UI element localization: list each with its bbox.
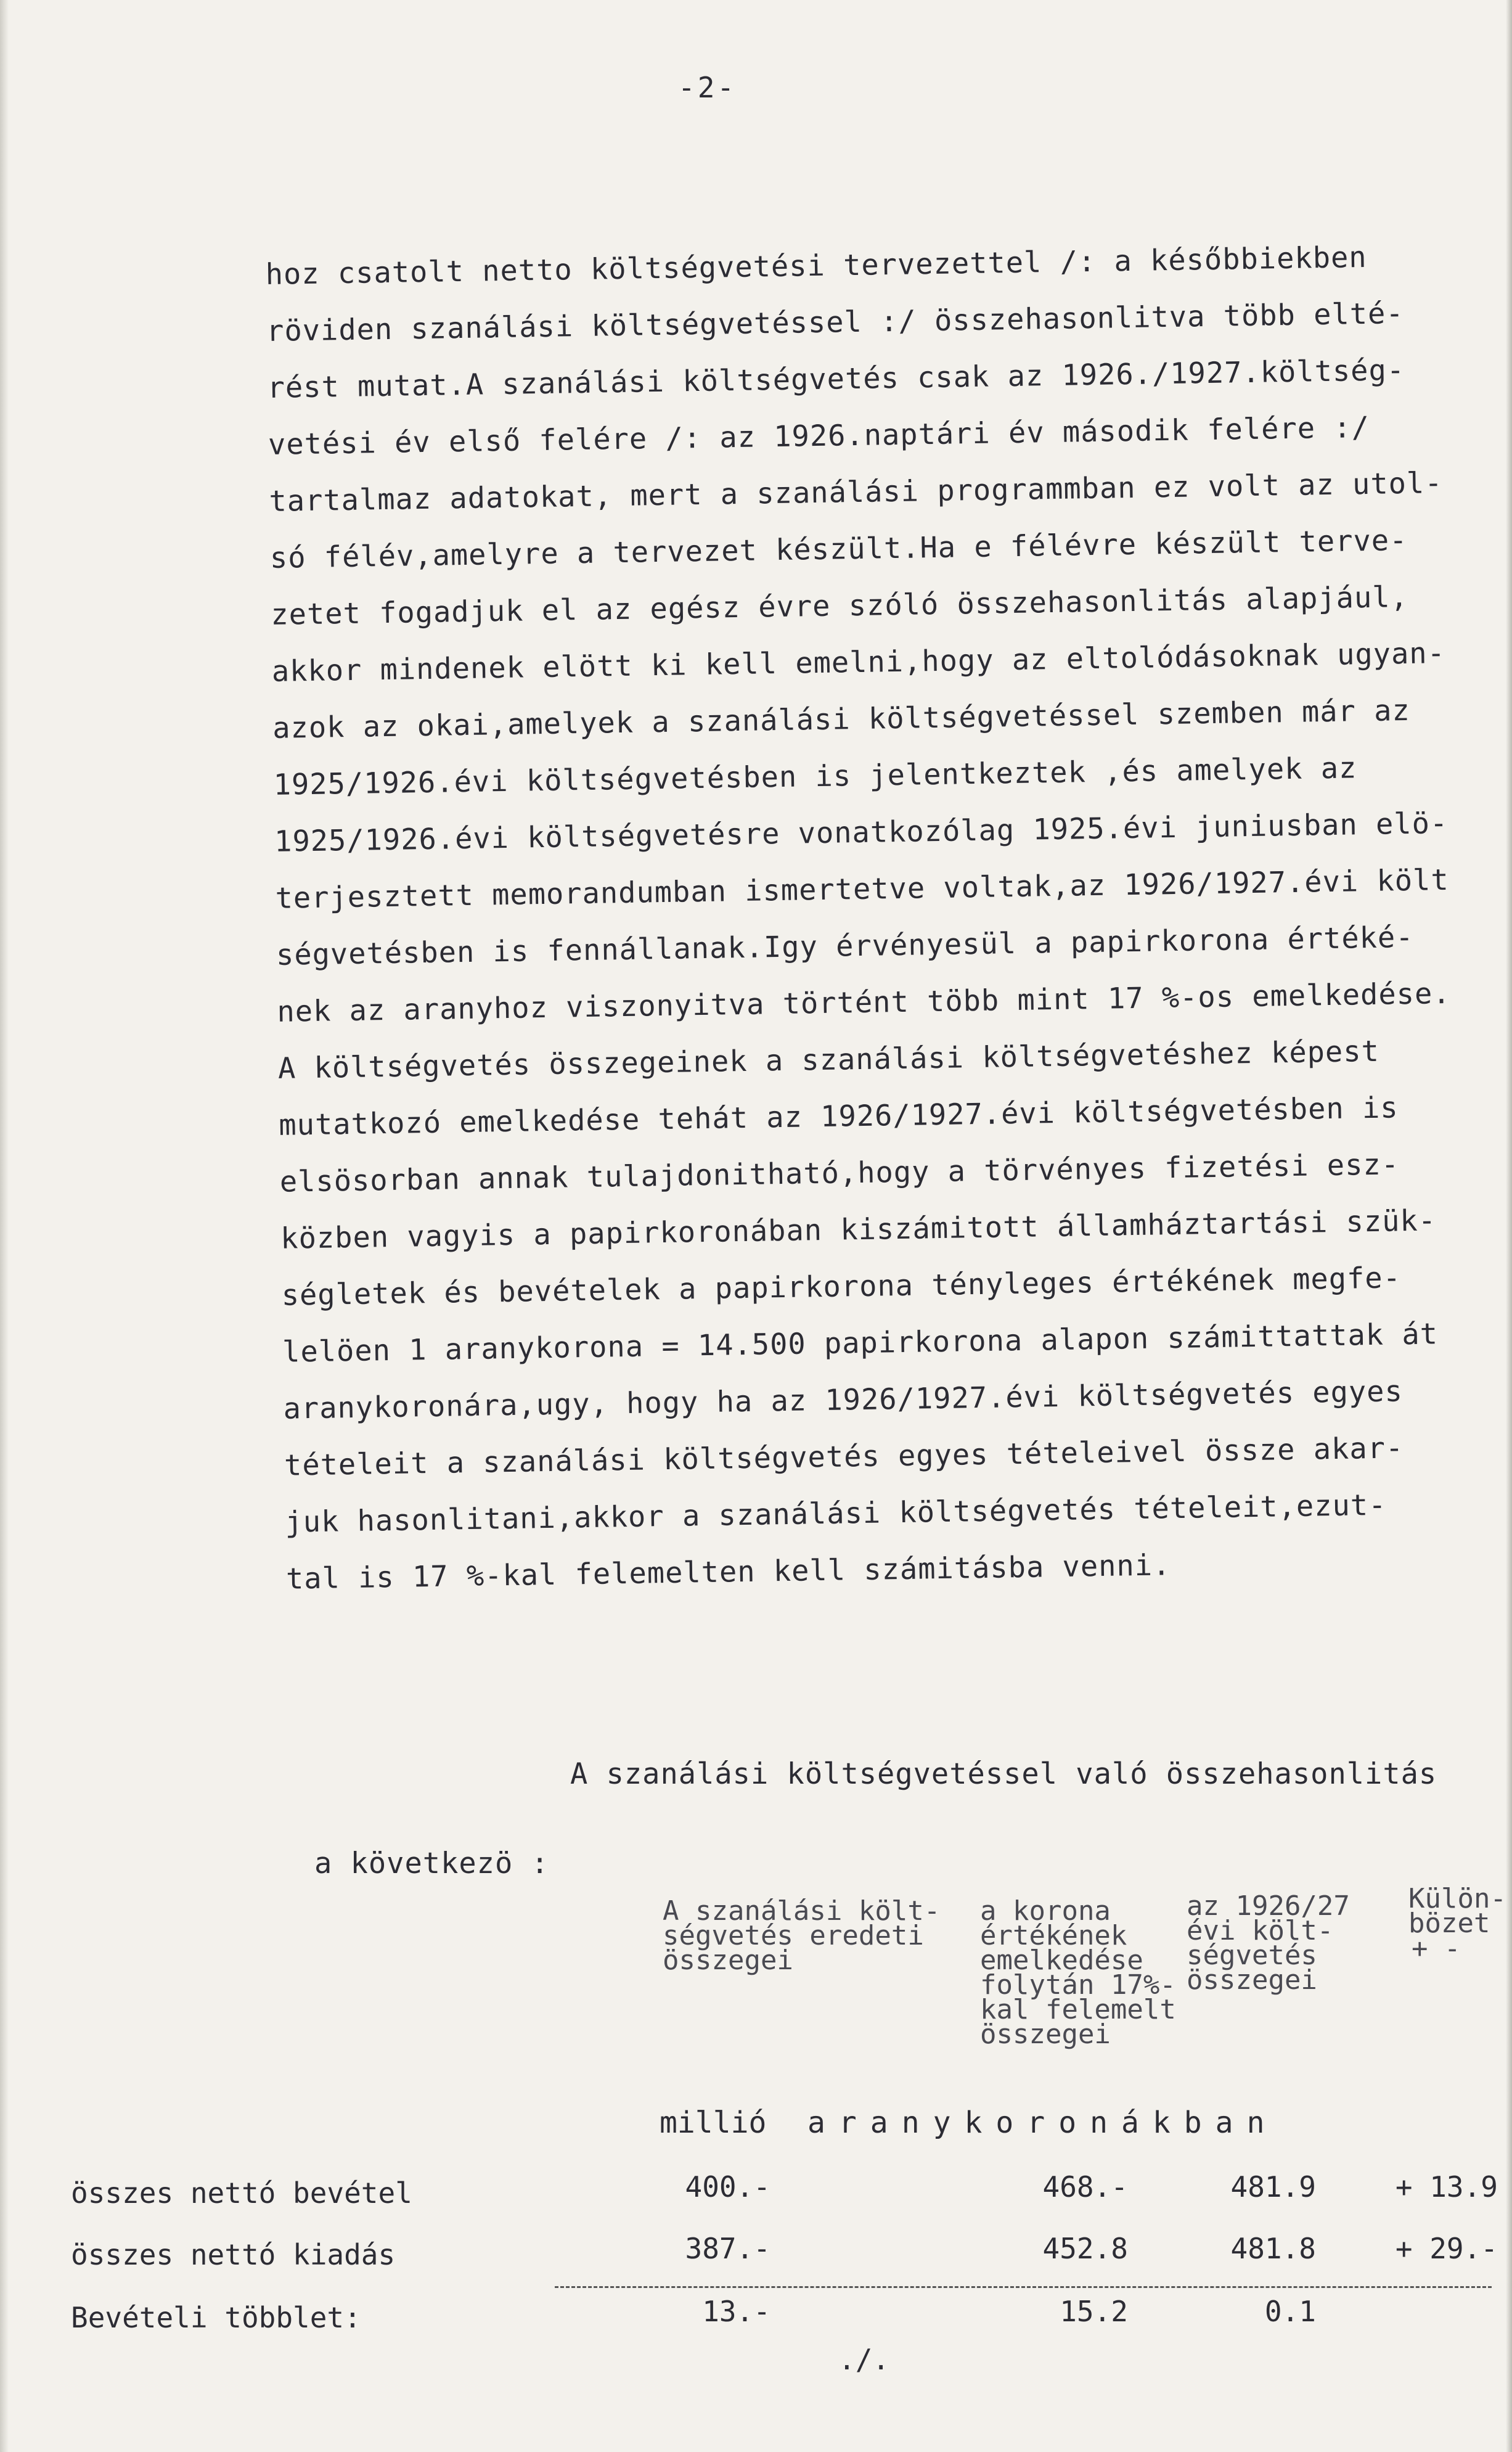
- cell-expense-raised: 452.8: [1042, 2232, 1128, 2265]
- cell-expense-budget: 481.8: [1230, 2232, 1316, 2265]
- body-line: röviden szanálási költségvetéssel :/ összehasonlitva több elté-: [266, 296, 1405, 348]
- cell-surplus-original: 13.-: [702, 2295, 770, 2328]
- body-line: rést mutat.A szanálási költségvetés csak az 1926./1927.költség-: [267, 353, 1405, 405]
- body-line: mutatkozó emelkedése tehát az 1926/1927.évi költségvetésben is: [278, 1091, 1399, 1142]
- row-label-revenue: összes nettó bevétel: [71, 2176, 412, 2210]
- body-line: tal is 17 %-kal felemelten kell számitásba venni.: [285, 1548, 1171, 1596]
- cell-expense-difference: + 29.-: [1395, 2232, 1498, 2265]
- sum-divider-line: [555, 2286, 1492, 2288]
- body-line: 1925/1926.évi költségvetésben is jelentkeztek ,és amelyek az: [273, 751, 1357, 802]
- cell-surplus-raised: 15.2: [1060, 2295, 1128, 2328]
- body-line: tételeit a szanálási költségvetés egyes tételeivel össze akar-: [284, 1431, 1404, 1483]
- body-line: A költségvetés összegeinek a szanálási költségvetéshez képest: [277, 1034, 1380, 1086]
- units-label-million: millió: [660, 2106, 767, 2140]
- cell-revenue-original: 400.-: [685, 2170, 770, 2204]
- body-line: ségletek és bevételek a papirkorona tényleges értékének megfe-: [281, 1261, 1402, 1313]
- comparison-intro-cont: a következö :: [314, 1847, 549, 1880]
- body-paragraph: [265, 228, 1512, 1608]
- page-number: -2-: [678, 71, 737, 104]
- body-line: azok az okai,amelyek a szanálási költségvetéssel szemben már az: [272, 693, 1411, 745]
- column-header-difference: Külön- bözet: [1408, 1883, 1506, 1939]
- body-line: vetési év első felére /: az 1926.naptári év második felére :/: [268, 410, 1370, 462]
- body-line: közben vagyis a papirkoronában kiszámitott államháztartási szük-: [280, 1203, 1437, 1256]
- body-line: hoz csatolt netto költségvetési tervezettel /: a későbbiekben: [265, 240, 1368, 292]
- body-line: ségvetésben is fennállanak.Igy érvényesül a papirkorona értéké-: [276, 920, 1414, 972]
- body-line: akkor mindenek elött ki kell emelni,hogy az eltolódásoknak ugyan-: [271, 636, 1446, 689]
- body-line: lelöen 1 aranykorona = 14.500 papirkorona alapon számittattak át: [282, 1317, 1439, 1369]
- continuation-mark: ./.: [838, 2343, 890, 2376]
- cell-surplus-budget: 0.1: [1264, 2295, 1316, 2328]
- comparison-intro: A szanálási költségvetéssel való összehasonlitás: [570, 1757, 1437, 1791]
- page-edge-left: [0, 0, 9, 2452]
- cell-expense-original: 387.-: [685, 2232, 770, 2265]
- body-line: nek az aranyhoz viszonyitva történt több mint 17 %-os emelkedése.: [277, 976, 1451, 1029]
- body-line: aranykoronára,ugy, hogy ha az 1926/1927.évi költségvetés egyes: [283, 1374, 1404, 1426]
- body-line: zetet fogadjuk el az egész évre szóló összehasonlitás alapjául,: [270, 580, 1409, 632]
- row-label-surplus: Bevételi többlet:: [71, 2301, 361, 2334]
- units-label-currency: aranykoronákban: [807, 2106, 1278, 2140]
- cell-revenue-raised: 468.-: [1042, 2170, 1128, 2204]
- column-header-budget-1926-27: az 1926/27 évi költ- ségvetés összegei: [1187, 1890, 1350, 1996]
- body-line: juk hasonlitani,akkor a szanálási költségvetés tételeit,ezut-: [285, 1488, 1387, 1540]
- row-label-expense: összes nettó kiadás: [71, 2238, 396, 2271]
- cell-revenue-difference: + 13.9: [1395, 2170, 1498, 2204]
- column-header-original: A szanálási költ- ségvetés eredeti összegei: [663, 1895, 941, 1976]
- body-line: 1925/1926.évi költségvetésre vonatkozólag 1925.évi juniusban elö-: [274, 806, 1449, 859]
- column-header-raised: a korona értékének emelkedése folytán 17%- kal felemelt összegei: [980, 1895, 1176, 2050]
- body-line: terjesztett memorandumban ismertetve voltak,az 1926/1927.évi költ: [275, 863, 1450, 916]
- difference-sign: + -: [1412, 1933, 1461, 1964]
- body-line: elsösorban annak tulajdonitható,hogy a törvényes fizetési esz-: [279, 1147, 1400, 1199]
- cell-revenue-budget: 481.9: [1230, 2170, 1316, 2204]
- body-line: só félév,amelyre a tervezet készült.Ha e félévre készült terve-: [269, 523, 1408, 575]
- body-line: tartalmaz adatokat, mert a szanálási programmban ez volt az utol-: [269, 466, 1443, 519]
